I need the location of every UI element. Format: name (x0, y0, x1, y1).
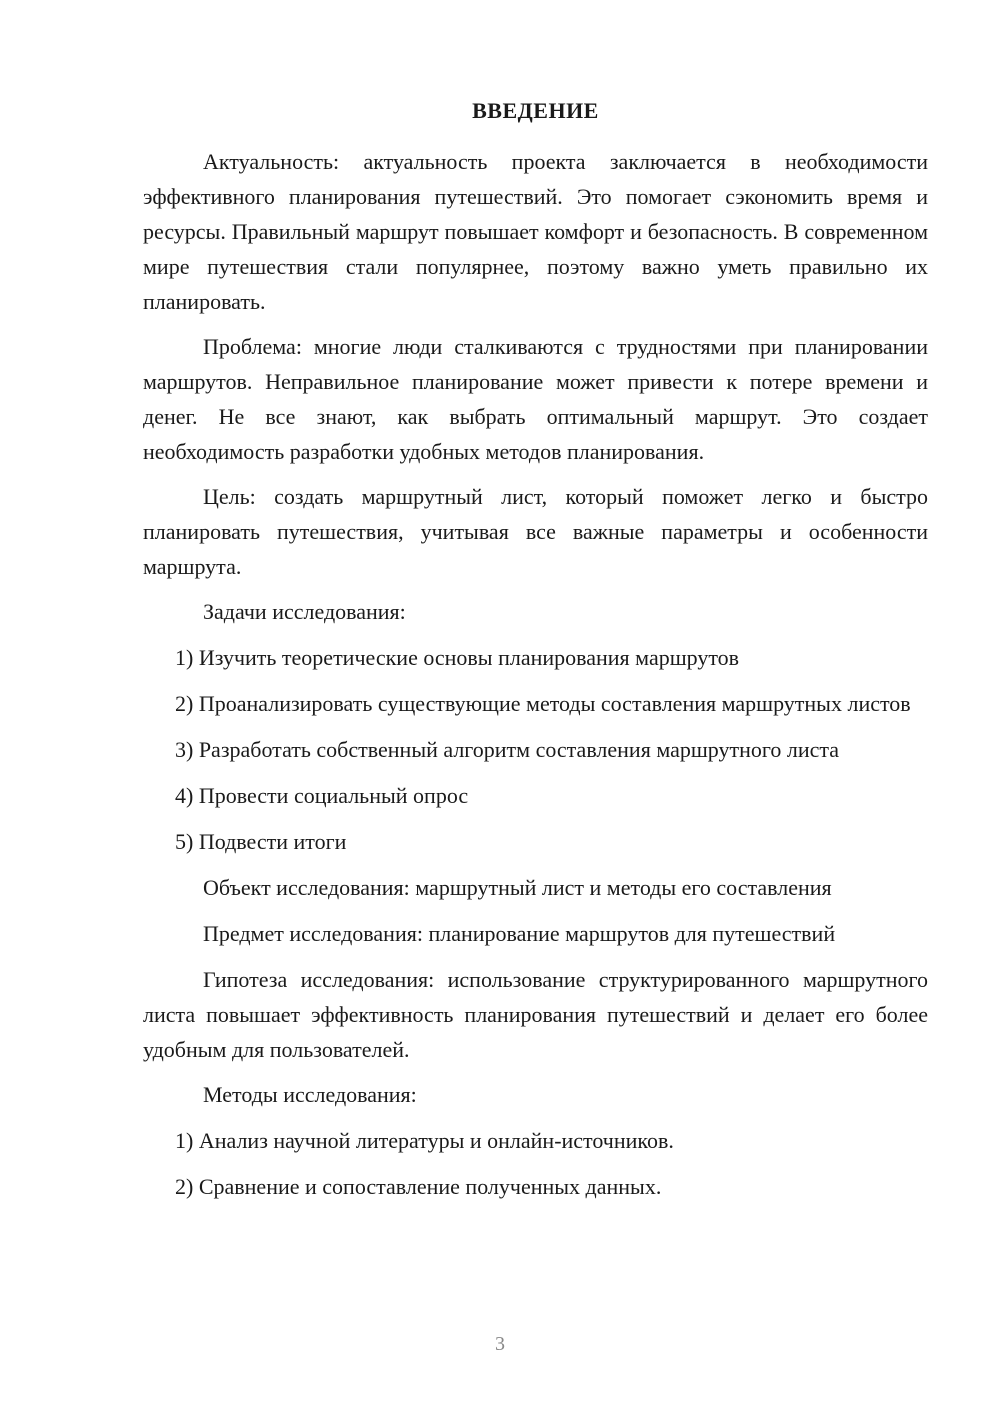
section-title: ВВЕДЕНИЕ (472, 98, 599, 123)
task-item: 1) Изучить теоретические основы планирования маршрутов (175, 645, 740, 670)
relevance-paragraph: Актуальность: актуальность проекта заключается в необходимости эффективного планирования путешествий. Это помогает сэкономить время и ресурсы. Правильный маршрут повышает комфорт и безопасность. В современном мире путешествия стали популярнее, поэтому важно уметь правильно их планировать. (143, 149, 928, 314)
method-item: 2) Сравнение и сопоставление полученных данных. (175, 1174, 662, 1199)
method-item: 1) Анализ научной литературы и онлайн-источников. (175, 1128, 674, 1153)
page-content (143, 96, 928, 1215)
task-item: 3) Разработать собственный алгоритм составления маршрутного листа (175, 737, 840, 762)
goal-paragraph: Цель: создать маршрутный лист, который поможет легко и быстро планировать путешествия, учитывая все важные параметры и особенности маршрута. (143, 484, 928, 579)
tasks-heading: Задачи исследования: (203, 599, 406, 624)
object-paragraph: Объект исследования: маршрутный лист и методы его составления (203, 875, 832, 900)
methods-heading: Методы исследования: (203, 1082, 417, 1107)
task-item: 5) Подвести итоги (175, 829, 347, 854)
page-number: 3 (495, 1333, 505, 1355)
problem-paragraph: Проблема: многие люди сталкиваются с трудностями при планировании маршрутов. Неправильное планирование может привести к потере времени и денег. Не все знают, как выбрать оптимальный маршрут. Это создает необходимость разработки удобных методов планирования. (143, 334, 928, 464)
task-item: 2) Проанализировать существующие методы составления маршрутных листов (175, 691, 911, 716)
subject-paragraph: Предмет исследования: планирование маршрутов для путешествий (203, 921, 836, 946)
task-item: 4) Провести социальный опрос (175, 783, 469, 808)
hypothesis-paragraph: Гипотеза исследования: использование структурированного маршрутного листа повышает эффективность планирования путешествий и делает его более удобным для пользователей. (143, 967, 928, 1062)
